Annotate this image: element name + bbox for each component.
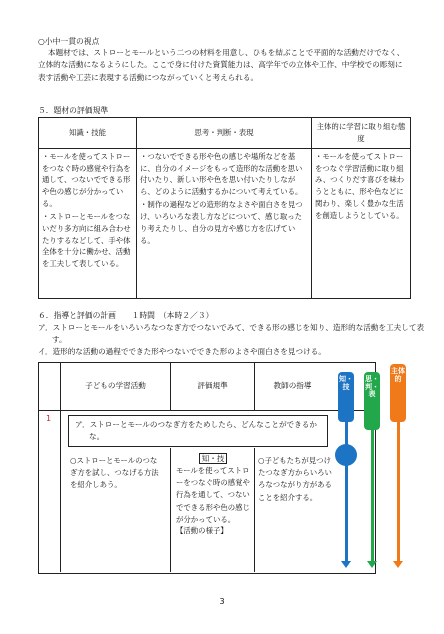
bar-knowledge	[338, 372, 354, 422]
eval-note: 【活動の様子】	[176, 526, 228, 535]
perspective-text: 本題材では、ストローとモールという二つの材料を用意し、ひもを結ぶことで平面的な活動だけでなく、立体的な活動になるようにした。ここで身に付けた資質能力は、高学年での立体や工作、中学校での彫刻に表す活動や工芸に表現する活動につながっていくと考えられる。	[38, 48, 405, 82]
section5-title: ５．題材の評価規準	[38, 106, 109, 115]
plan-header-divider	[38, 410, 374, 411]
activity-prompt-box	[68, 415, 328, 447]
knowledge-item: ・モールを使ってストローをつなぐ時の感覚や行為を通して、つないでできる形や色の感じが分かっている。	[42, 151, 131, 209]
thinking-item: ・つないでできる形や色の感じや場所などを基に、自分のイメージをもって造形的な活動を思い付いたり、新しい形や色を思い付いたりしながら、どのように活動するかについて考えている。	[140, 151, 303, 197]
bar-attitude	[390, 364, 406, 422]
line-knowledge	[345, 418, 348, 562]
row-number: 1	[46, 414, 52, 423]
eval-badge: 知・技	[199, 453, 228, 464]
eval-badge-wrap	[176, 453, 250, 465]
thinking-item: ・制作の過程などの造形的なよさや面白さを見つけ、いろいろな表し方などについて、感じ取ったり考えたりし、自分の見方や感じ方を広げている。	[140, 200, 303, 245]
line-attitude	[397, 418, 400, 562]
plan-col-divider	[60, 362, 61, 572]
perspective-title: ○小中一貫の視点	[38, 37, 100, 46]
arrow-thinking-icon	[367, 561, 377, 568]
bar-knowledge-label: 知・技	[339, 375, 353, 391]
attitude-cell	[312, 148, 411, 298]
goal-a: ア．ストローとモールをいろいろなつなぎ方でつないでみて、できる形の感じを知り、造形的な活動を工夫して表す。	[38, 323, 425, 344]
header-thinking: 思考・判断・表現	[137, 118, 312, 149]
bar-attitude-label: 主体的	[391, 367, 405, 383]
activity-prompt: ア．ストローとモールのつなぎ方をためしたら、どんなことができるかな。	[75, 420, 317, 442]
marker-knowledge-icon	[335, 444, 357, 466]
plan-header-evaluation: 評価規準	[197, 381, 228, 390]
teacher-guidance: ○子どもたちが見つけたつなぎ方からいろいろなつながり方があることを紹介する。	[258, 456, 332, 502]
bar-thinking-label: 思・判・表	[365, 375, 379, 399]
plan-col-divider	[170, 448, 171, 572]
section6-title: ６．指導と評価の計画 １時間 （本時２／３）	[38, 311, 214, 320]
plan-col-divider	[254, 448, 255, 572]
header-attitude: 主体的に学習に取り組む態度	[312, 118, 411, 149]
knowledge-cell	[39, 148, 137, 298]
goal-i: イ．造形的な活動の過程でできた形やつないでできた形のよさや面白さを見つける。	[38, 347, 326, 356]
line-thinking	[371, 426, 374, 562]
arrow-knowledge-icon	[341, 561, 351, 568]
bar-thinking	[364, 372, 380, 430]
attitude-item: ・モールを使ってストローをつなぐ学習活動に取り組み、つくりだす喜びを味わうとともに、形や色などに関わり、楽しく豊かな生活を創造しようとしている。	[315, 151, 405, 220]
eval-text: モールを使ってストローをつなぐ時の感覚や行為を通して、つないでできる形や色の感じが分かっている。	[176, 466, 250, 524]
page-number: 3	[219, 597, 225, 606]
plan-header-activity: 子どもの学習活動	[85, 381, 146, 390]
evaluation-criteria-table	[38, 117, 411, 299]
knowledge-item: ・ストローとモールをつないだり多方向に組み合わせたりするなどして、手や体全体を十分に働かせ、活動を工夫して表している。	[42, 211, 131, 269]
thinking-cell	[137, 148, 312, 298]
plan-header-guidance: 教師の指導	[273, 381, 312, 390]
child-activity: ○ストローとモールのつなぎ方を試し、つなげる方法を紹介しあう。	[70, 456, 159, 490]
arrow-attitude-icon	[393, 561, 403, 568]
header-knowledge: 知識・技能	[39, 118, 137, 149]
